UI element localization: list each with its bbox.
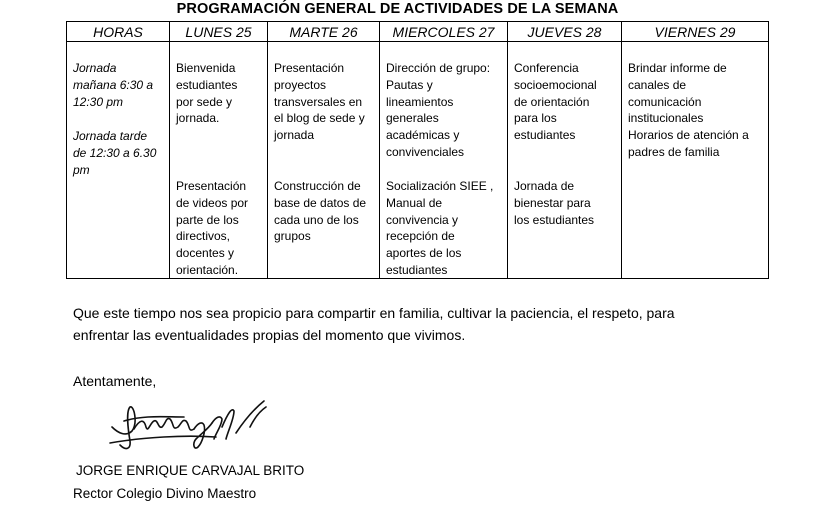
salutation: Atentamente, [73, 373, 157, 389]
text-line: para los [514, 111, 557, 126]
text-line: transversales en [274, 94, 363, 109]
text-line: proyectos [274, 77, 327, 92]
header-wednesday: MIERCOLES 27 [380, 22, 508, 42]
text-line: orientación. [176, 262, 239, 277]
text-line: Jornada de [514, 179, 575, 193]
header-tuesday: MARTE 26 [268, 22, 380, 42]
text-line: base de datos de [274, 195, 367, 210]
tuesday-activity-2 [274, 178, 375, 245]
wednesday-activity-2 [386, 178, 503, 279]
text-line: padres de familia [628, 144, 720, 159]
text-line: mañana 6:30 a [73, 77, 154, 92]
text-line: estudiantes [176, 77, 238, 92]
weekly-schedule-table [66, 21, 769, 279]
friday-activity-1 [628, 60, 764, 161]
header-monday: LUNES 25 [170, 22, 268, 42]
friday-cell [622, 42, 769, 279]
text-line: lineamientos [386, 94, 454, 109]
text-line: Manual de [386, 195, 443, 210]
text-line: cada uno de los [274, 212, 359, 227]
text-line: comunicación [628, 94, 702, 109]
text-line: académicas y [386, 128, 460, 143]
monday-activity-2 [176, 178, 263, 279]
text-line: aportes de los [386, 246, 462, 261]
text-line: grupos [274, 229, 311, 244]
text-line: 12:30 pm [73, 94, 124, 109]
text-line: pm [73, 162, 90, 177]
text-line: por sede y [176, 94, 233, 109]
text-line: directivos, [176, 229, 231, 244]
header-friday: VIERNES 29 [622, 22, 769, 42]
message-line: enfrentar las eventualidades propias del momento que vivimos. [73, 327, 466, 343]
text-line: Bienvenida [176, 61, 236, 75]
text-line: institucionales [628, 111, 704, 126]
text-line: de orientación [514, 94, 590, 109]
text-line: jornada [274, 128, 315, 143]
tuesday-activity-1 [274, 60, 375, 144]
text-line: bienestar para [514, 195, 591, 210]
monday-activity-1 [176, 60, 263, 127]
table-header-row [67, 22, 769, 42]
text-line: de videos por [176, 195, 249, 210]
text-line: Construcción de [274, 179, 361, 193]
text-line: Presentación [274, 61, 345, 75]
text-line: recepción de [386, 229, 455, 244]
text-line: Socialización SIEE , [386, 179, 494, 193]
signer-name: JORGE ENRIQUE CARVAJAL BRITO [76, 463, 305, 478]
text-line: el blog de sede y [274, 111, 365, 126]
text-line: convivenciales [386, 144, 465, 159]
text-line: Presentación [176, 179, 247, 193]
text-line: Horarios de atención a [628, 128, 749, 143]
closing-message [73, 302, 753, 346]
text-line: convivencia y [386, 212, 459, 227]
text-line: Conferencia [514, 61, 579, 75]
tuesday-cell [268, 42, 380, 279]
signature-image [104, 393, 274, 455]
text-line: Jornada tarde [73, 129, 148, 143]
wednesday-cell [380, 42, 508, 279]
monday-cell [170, 42, 268, 279]
text-line: los estudiantes [514, 212, 595, 227]
header-thursday: JUEVES 28 [508, 22, 622, 42]
header-hours: HORAS [67, 22, 170, 42]
hours-cell [67, 42, 170, 279]
thursday-activity-1 [514, 60, 617, 144]
signer-role: Rector Colegio Divino Maestro [73, 486, 257, 501]
message-line: Que este tiempo nos sea propicio para compartir en familia, cultivar la paciencia, el respeto, para [73, 305, 675, 321]
text-line: Dirección de grupo: [386, 61, 491, 75]
text-line: Jornada [73, 61, 117, 75]
text-line: generales [386, 111, 439, 126]
text-line: Pautas y [386, 77, 433, 92]
text-line: Brindar informe de [628, 61, 727, 75]
thursday-activity-2 [514, 178, 617, 228]
text-line: canales de [628, 77, 687, 92]
text-line: estudiantes [514, 128, 576, 143]
text-line: estudiantes [386, 262, 448, 277]
morning-shift [73, 60, 165, 110]
afternoon-shift [73, 128, 165, 178]
thursday-cell [508, 42, 622, 279]
text-line: parte de los [176, 212, 239, 227]
text-line: docentes y [176, 246, 235, 261]
text-line: jornada. [176, 111, 220, 126]
wednesday-activity-1 [386, 60, 503, 161]
page-title: PROGRAMACIÓN GENERAL DE ACTIVIDADES DE LA SEMANA [176, 1, 619, 17]
text-line: de 12:30 a 6.30 [73, 145, 157, 160]
table-row [67, 42, 769, 279]
text-line: socioemocional [514, 77, 597, 92]
